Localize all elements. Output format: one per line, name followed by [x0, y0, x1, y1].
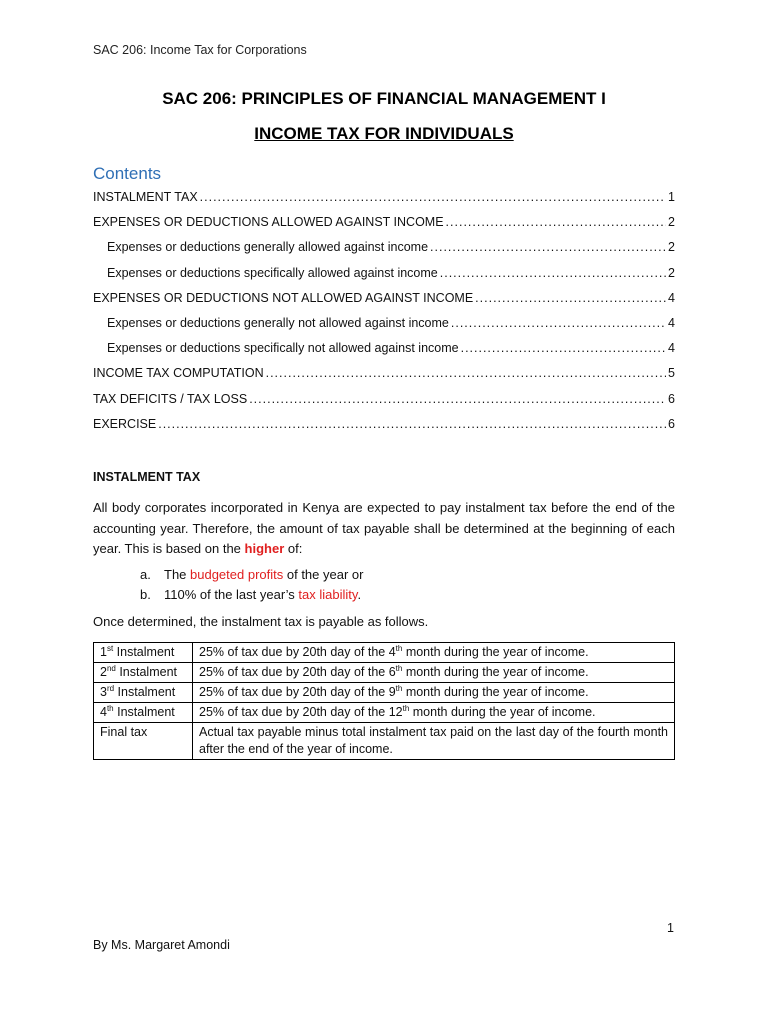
instalment-table: [93, 642, 675, 760]
toc-item-page: 2: [668, 215, 675, 230]
table-row: [94, 663, 675, 683]
intro-paragraph: [93, 498, 675, 560]
toc-item-specifically-allowed[interactable]: [93, 264, 675, 289]
toc-item-page: 2: [668, 265, 675, 280]
toc-item-page: 1: [668, 190, 675, 204]
toc-item-generally-not-allowed[interactable]: [93, 314, 675, 339]
toc-item-tax-deficits[interactable]: [93, 390, 675, 415]
toc-leader-dots: [249, 390, 666, 408]
table-row: [94, 683, 675, 703]
instalment-description: 25% of tax due by 20th day of the 9th month during the year of income.: [193, 683, 675, 703]
toc-item-label: EXERCISE: [93, 416, 157, 431]
toc-item-label: Expenses or deductions specifically not allowed against income: [107, 341, 459, 356]
toc-item-label: Expenses or deductions generally allowed against income: [107, 240, 429, 255]
instalment-label: 3rd Instalment: [94, 683, 193, 703]
toc-leader-dots: [461, 339, 666, 357]
list-marker: a.: [140, 567, 151, 582]
list-text: The: [164, 567, 191, 582]
list-item: [140, 565, 363, 585]
final-tax-description: Actual tax payable minus total instalment tax paid on the last day of the fourth month after the end of the year of income.: [193, 723, 675, 760]
list-highlight: tax liability: [298, 587, 358, 602]
toc-item-label: Expenses or deductions specifically allowed against income: [107, 265, 438, 280]
basis-list: [140, 565, 363, 605]
toc-item-expenses-not-allowed[interactable]: [93, 289, 675, 314]
instalment-description: 25% of tax due by 20th day of the 6th month during the year of income.: [193, 663, 675, 683]
toc-item-page: 2: [668, 240, 675, 255]
para-highlight: higher: [244, 541, 285, 556]
instalment-description: 25% of tax due by 20th day of the 4th month during the year of income.: [193, 643, 675, 663]
table-row: [94, 723, 675, 760]
page-number: 1: [667, 921, 674, 935]
list-text: .: [357, 587, 362, 602]
toc-item-income-tax-computation[interactable]: [93, 364, 675, 389]
toc-item-page: 4: [668, 341, 675, 356]
toc-item-exercise[interactable]: [93, 415, 675, 440]
para-text: of:: [284, 541, 303, 556]
table-row: [94, 643, 675, 663]
list-text: of the year or: [283, 567, 364, 582]
toc-item-label: INSTALMENT TAX: [93, 190, 198, 204]
toc-item-page: 4: [668, 315, 675, 330]
toc-item-page: 4: [668, 290, 675, 305]
author-footer: By Ms. Margaret Amondi: [93, 938, 230, 952]
toc-item-specifically-not-allowed[interactable]: [93, 339, 675, 364]
toc-item-label: Expenses or deductions generally not allowed against income: [107, 315, 449, 330]
final-tax-label: Final tax: [94, 723, 193, 760]
contents-heading: Contents: [93, 164, 162, 183]
toc-item-label: EXPENSES OR DEDUCTIONS NOT ALLOWED AGAINST INCOME: [93, 290, 474, 305]
toc-item-expenses-allowed[interactable]: [93, 213, 675, 238]
table-of-contents: [93, 188, 675, 440]
toc-item-label: INCOME TAX COMPUTATION: [93, 366, 264, 381]
toc-item-label: TAX DEFICITS / TAX LOSS: [93, 391, 248, 406]
toc-item-page: 6: [668, 391, 675, 406]
document-subtitle: INCOME TAX FOR INDIVIDUALS: [254, 124, 514, 143]
toc-leader-dots: [451, 314, 666, 332]
list-item: [140, 585, 363, 605]
toc-item-page: 6: [668, 416, 675, 431]
list-marker: b.: [140, 587, 151, 602]
para-text: All body corporates incorporated in Kenya are expected to pay instalment tax before the end of the accounting year. Therefore, the amount of tax payable shall be determined at the beginning of each year. This is based on the: [93, 500, 675, 556]
instalment-label: 4th Instalment: [94, 703, 193, 723]
toc-leader-dots: [430, 238, 666, 256]
toc-leader-dots: [200, 188, 666, 206]
toc-leader-dots: [266, 364, 666, 382]
list-text: 110% of the last year’s: [164, 587, 299, 602]
table-intro: Once determined, the instalment tax is payable as follows.: [93, 614, 429, 629]
toc-leader-dots: [446, 213, 667, 231]
toc-leader-dots: [158, 415, 666, 433]
toc-item-instalment-tax[interactable]: [93, 188, 675, 213]
toc-item-label: EXPENSES OR DEDUCTIONS ALLOWED AGAINST INCOME: [93, 215, 444, 230]
table-row: [94, 703, 675, 723]
section-heading: INSTALMENT TAX: [93, 470, 201, 484]
toc-leader-dots: [475, 289, 666, 307]
instalment-description: 25% of tax due by 20th day of the 12th month during the year of income.: [193, 703, 675, 723]
instalment-label: 2nd Instalment: [94, 663, 193, 683]
document-title: SAC 206: PRINCIPLES OF FINANCIAL MANAGEMENT I: [162, 89, 606, 108]
list-highlight: budgeted profits: [190, 567, 284, 582]
instalment-label: 1st Instalment: [94, 643, 193, 663]
toc-leader-dots: [440, 264, 666, 282]
running-header: SAC 206: Income Tax for Corporations: [93, 43, 307, 57]
toc-item-page: 5: [668, 366, 675, 381]
toc-item-generally-allowed[interactable]: [93, 238, 675, 263]
